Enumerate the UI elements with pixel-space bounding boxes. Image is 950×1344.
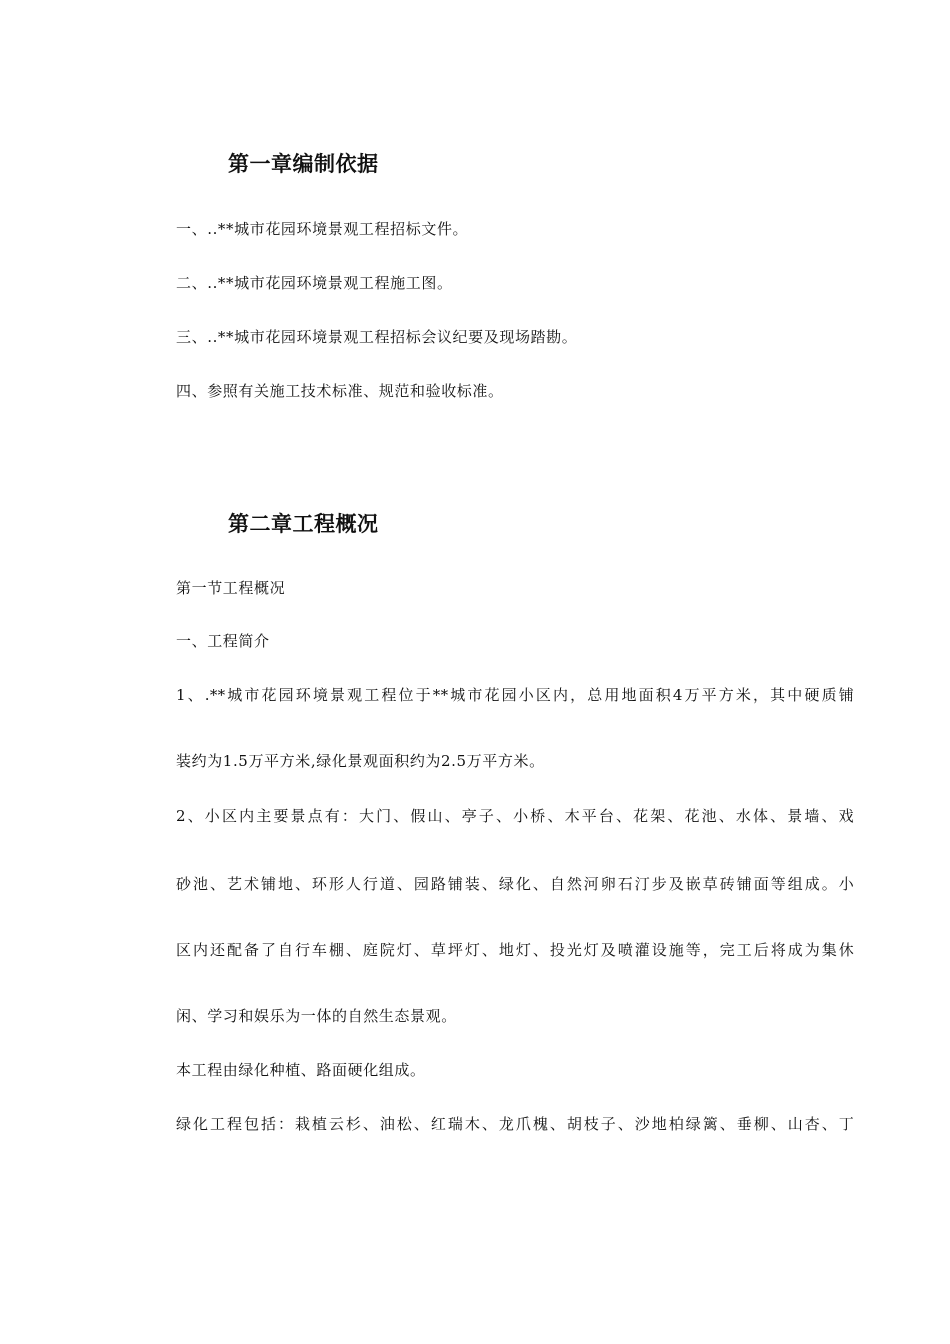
basis-item-2: 二、..**城市花园环境景观工程施工图。 [176, 274, 453, 292]
paragraph-3: 本工程由绿化种植、路面硬化组成。 [176, 1061, 426, 1079]
chapter-1-heading: 第一章编制依据 [228, 152, 379, 176]
paragraph-4-line-1: 绿化工程包括：栽植云杉、油松、红瑞木、龙爪槐、胡枝子、沙地柏绿篱、垂柳、山杏、丁 [176, 1115, 854, 1133]
paragraph-2-line-4: 闲、学习和娱乐为一体的自然生态景观。 [176, 1007, 457, 1025]
section-title: 第一节工程概况 [176, 579, 286, 597]
basis-item-1: 一、..**城市花园环境景观工程招标文件。 [176, 220, 469, 238]
subsection-title: 一、工程简介 [176, 632, 270, 650]
chapter-2-heading: 第二章工程概况 [228, 512, 379, 536]
paragraph-2-line-3: 区内还配备了自行车棚、庭院灯、草坪灯、地灯、投光灯及喷灌设施等，完工后将成为集休 [176, 941, 854, 959]
basis-item-4: 四、参照有关施工技术标准、规范和验收标准。 [176, 382, 504, 400]
basis-item-3: 三、..**城市花园环境景观工程招标会议纪要及现场踏勘。 [176, 328, 578, 346]
paragraph-2-line-2: 砂池、艺术铺地、环形人行道、园路铺装、绿化、自然河卵石汀步及嵌草砖铺面等组成。小 [176, 875, 854, 893]
paragraph-2-line-1: 2、小区内主要景点有：大门、假山、亭子、小桥、木平台、花架、花池、水体、景墙、戏 [176, 807, 854, 825]
paragraph-1-line-2: 装约为1.5万平方米,绿化景观面积约为2.5万平方米。 [176, 752, 545, 770]
paragraph-1-line-1: 1、.**城市花园环境景观工程位于**城市花园小区内，总用地面积4万平方米，其中硬质铺 [176, 686, 854, 704]
